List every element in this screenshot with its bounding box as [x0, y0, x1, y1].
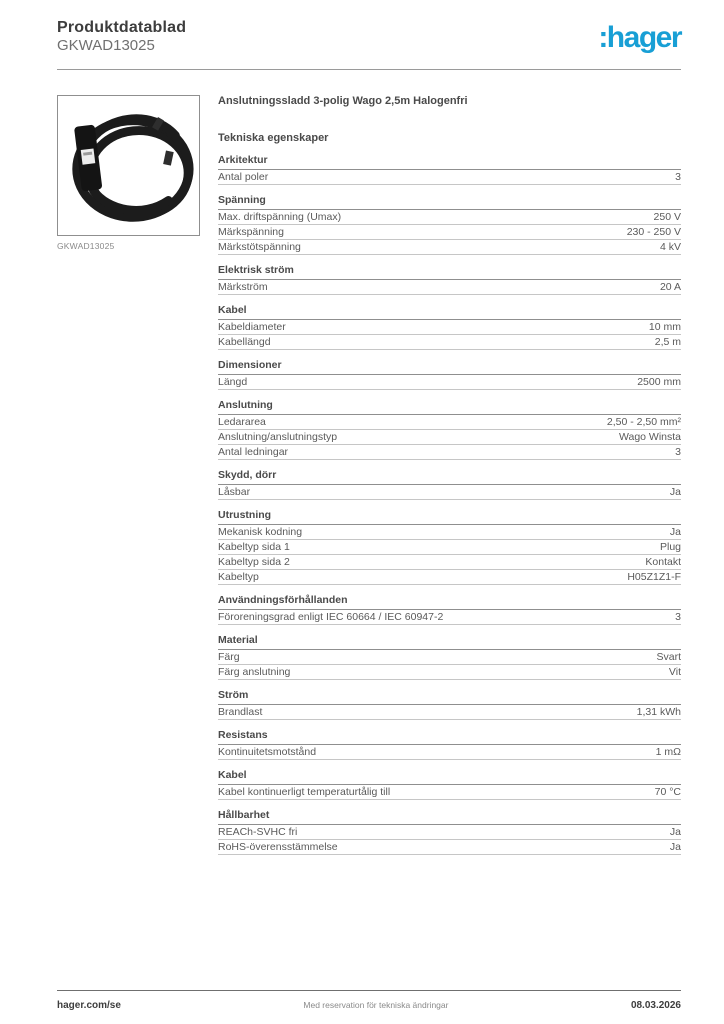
spec-row	[218, 445, 681, 460]
spec-label: Kontinuitetsmotstånd	[218, 746, 317, 758]
spec-label: RoHS-överensstämmelse	[218, 841, 338, 853]
section-heading: Användningsförhållanden	[218, 595, 681, 610]
section-heading: Resistans	[218, 730, 681, 745]
spec-value: 2,50 - 2,50 mm²	[606, 416, 681, 428]
spec-label: Färg	[218, 651, 240, 663]
product-code: GKWAD13025	[57, 37, 155, 54]
spec-label: Kabellängd	[218, 336, 271, 348]
section-heading: Anslutning	[218, 400, 681, 415]
spec-row	[218, 570, 681, 585]
spec-value: 4 kV	[659, 241, 681, 253]
spec-row	[218, 525, 681, 540]
spec-row	[218, 650, 681, 665]
spec-section	[218, 305, 681, 350]
section-rows	[218, 485, 681, 500]
spec-label: Märkström	[218, 281, 268, 293]
spec-label: Märkspänning	[218, 226, 284, 238]
spec-row	[218, 170, 681, 185]
spec-row	[218, 375, 681, 390]
spec-label: Kabel kontinuerligt temperaturtålig till	[218, 786, 391, 798]
spec-value: 3	[675, 611, 681, 623]
spec-section	[218, 470, 681, 500]
cable-illustration	[58, 96, 199, 235]
spec-section	[218, 770, 681, 800]
section-rows	[218, 650, 681, 680]
spec-label: Kabeltyp sida 1	[218, 541, 290, 553]
spec-label: Antal ledningar	[218, 446, 289, 458]
section-heading: Kabel	[218, 305, 681, 320]
spec-section	[218, 690, 681, 720]
section-rows	[218, 745, 681, 760]
spec-value: Ja	[669, 841, 681, 853]
section-heading: Arkitektur	[218, 155, 681, 170]
section-rows	[218, 415, 681, 460]
header-divider	[57, 69, 681, 70]
spec-column	[218, 95, 681, 855]
document-type: Produktdatablad	[57, 19, 187, 36]
section-rows	[218, 210, 681, 255]
spec-row	[218, 665, 681, 680]
spec-value: Vit	[668, 666, 681, 678]
section-rows	[218, 705, 681, 720]
section-rows	[218, 785, 681, 800]
hager-logo: :hager	[598, 21, 681, 54]
spec-value: Ja	[669, 526, 681, 538]
spec-label: Kabeltyp sida 2	[218, 556, 290, 568]
spec-row	[218, 225, 681, 240]
spec-label: Kabeldiameter	[218, 321, 286, 333]
spec-value: 3	[675, 171, 681, 183]
spec-value: Plug	[659, 541, 681, 553]
spec-value: 1 mΩ	[655, 746, 681, 758]
spec-value: 2500 mm	[637, 376, 681, 388]
section-rows	[218, 375, 681, 390]
spec-label: Låsbar	[218, 486, 251, 498]
main-content	[57, 95, 681, 855]
spec-value: Svart	[656, 651, 681, 663]
product-image-column	[57, 95, 205, 251]
section-rows	[218, 825, 681, 855]
section-heading: Spänning	[218, 195, 681, 210]
spec-label: Anslutning/anslutningstyp	[218, 431, 338, 443]
page-header	[57, 19, 681, 54]
spec-value: 3	[675, 446, 681, 458]
header-titles	[57, 19, 186, 54]
section-heading: Utrustning	[218, 510, 681, 525]
spec-section	[218, 400, 681, 460]
section-rows	[218, 320, 681, 350]
website-link[interactable]: hager.com/se	[57, 1000, 121, 1011]
spec-section	[218, 810, 681, 855]
spec-section	[218, 510, 681, 585]
spec-row	[218, 540, 681, 555]
spec-row	[218, 485, 681, 500]
spec-value: Ja	[669, 826, 681, 838]
spec-section	[218, 195, 681, 255]
spec-value: 10 mm	[648, 321, 681, 333]
spec-value: 70 °C	[654, 786, 681, 798]
spec-label: Mekanisk kodning	[218, 526, 303, 538]
spec-sections	[218, 155, 681, 855]
spec-row	[218, 320, 681, 335]
section-heading: Ström	[218, 690, 681, 705]
revision-date: 08.03.2026	[630, 1000, 681, 1011]
spec-section	[218, 635, 681, 680]
spec-value: Wago Winsta	[618, 431, 681, 443]
spec-section	[218, 360, 681, 390]
spec-section	[218, 595, 681, 625]
product-title: Anslutningssladd 3-polig Wago 2,5m Halogenfri	[218, 95, 468, 107]
spec-value: H05Z1Z1-F	[627, 571, 681, 583]
spec-row	[218, 240, 681, 255]
spec-row	[218, 555, 681, 570]
section-rows	[218, 525, 681, 585]
section-rows	[218, 280, 681, 295]
spec-value: 230 - 250 V	[626, 226, 681, 238]
spec-value: 250 V	[653, 211, 681, 223]
section-heading: Elektrisk ström	[218, 265, 681, 280]
product-photo-caption: GKWAD13025	[57, 241, 115, 251]
spec-label: Brandlast	[218, 706, 263, 718]
spec-row	[218, 210, 681, 225]
section-heading: Dimensioner	[218, 360, 681, 375]
spec-row	[218, 335, 681, 350]
spec-row	[218, 840, 681, 855]
spec-section	[218, 155, 681, 185]
spec-row	[218, 785, 681, 800]
spec-value: 20 A	[659, 281, 681, 293]
spec-label: Föroreningsgrad enligt IEC 60664 / IEC 60947-2	[218, 611, 444, 623]
spec-label: Antal poler	[218, 171, 269, 183]
spec-value: Ja	[669, 486, 681, 498]
spec-row	[218, 705, 681, 720]
disclaimer-text: Med reservation för tekniska ändringar	[303, 1000, 449, 1010]
spec-label: REACh-SVHC fri	[218, 826, 298, 838]
spec-row	[218, 430, 681, 445]
spec-label: Märkstötspänning	[218, 241, 301, 253]
spec-label: Ledararea	[218, 416, 266, 428]
spec-label: Max. driftspänning (Umax)	[218, 211, 342, 223]
section-heading: Skydd, dörr	[218, 470, 681, 485]
section-rows	[218, 610, 681, 625]
technical-properties-heading: Tekniska egenskaper	[218, 132, 329, 144]
spec-value: 1,31 kWh	[636, 706, 681, 718]
spec-row	[218, 745, 681, 760]
product-photo	[57, 95, 200, 236]
section-rows	[218, 170, 681, 185]
spec-label: Färg anslutning	[218, 666, 291, 678]
spec-row	[218, 825, 681, 840]
spec-row	[218, 415, 681, 430]
section-heading: Hållbarhet	[218, 810, 681, 825]
spec-value: 2,5 m	[654, 336, 681, 348]
section-heading: Material	[218, 635, 681, 650]
page-footer	[57, 990, 681, 1011]
section-heading: Kabel	[218, 770, 681, 785]
spec-section	[218, 730, 681, 760]
spec-row	[218, 610, 681, 625]
spec-label: Längd	[218, 376, 248, 388]
spec-value: Kontakt	[645, 556, 681, 568]
spec-label: Kabeltyp	[218, 571, 259, 583]
spec-row	[218, 280, 681, 295]
spec-section	[218, 265, 681, 295]
